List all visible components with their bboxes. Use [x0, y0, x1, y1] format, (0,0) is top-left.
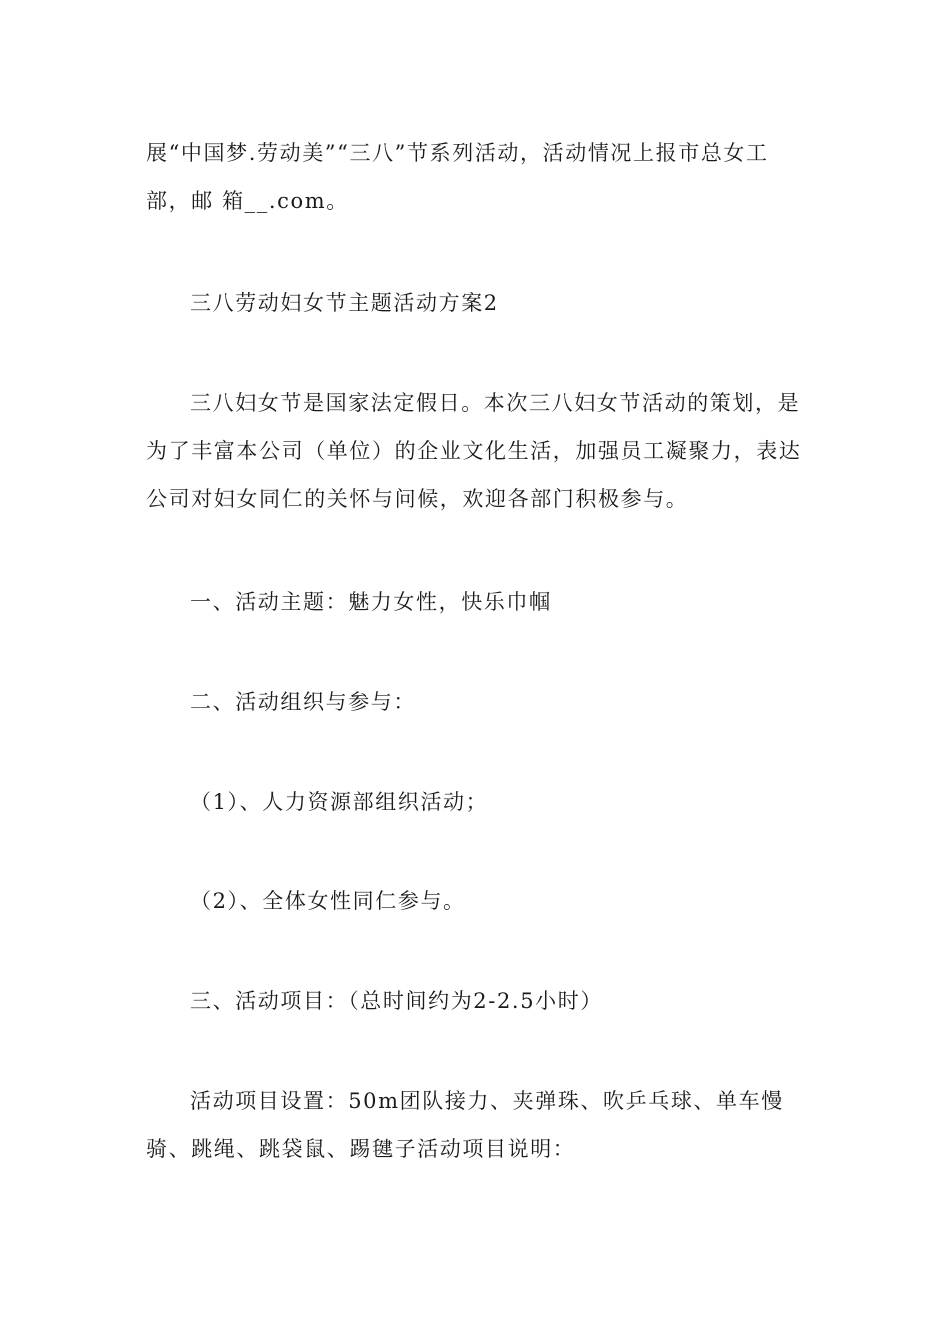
organization-item-1: （1）、人力资源部组织活动； — [190, 790, 489, 814]
continuation-line-1: 展“中国梦.劳动美”“三八”节系列活动，活动情况上报市总女工 — [146, 141, 769, 165]
projects-line-1: 活动项目设置：50m团队接力、夹弹珠、吹乒乓球、单车慢 — [190, 1089, 784, 1113]
activity-projects-heading: 三、活动项目：（总时间约为2-2.5小时） — [190, 989, 603, 1013]
activity-theme: 一、活动主题：魅力女性，快乐巾帼 — [190, 590, 552, 614]
continuation-line-2: 部，邮 箱__.com。 — [146, 189, 349, 213]
intro-line-2: 为了丰富本公司（单位）的企业文化生活，加强员工凝聚力，表达 — [146, 439, 802, 463]
organization-heading: 二、活动组织与参与： — [190, 690, 416, 714]
organization-item-2: （2）、全体女性同仁参与。 — [190, 889, 466, 913]
intro-line-3: 公司对妇女同仁的关怀与问候，欢迎各部门积极参与。 — [146, 487, 689, 511]
intro-line-1: 三八妇女节是国家法定假日。本次三八妇女节活动的策划，是 — [190, 391, 801, 415]
section-heading: 三八劳动妇女节主题活动方案2 — [190, 291, 499, 315]
projects-line-2: 骑、跳绳、跳袋鼠、踢毽子活动项目说明： — [146, 1137, 576, 1161]
